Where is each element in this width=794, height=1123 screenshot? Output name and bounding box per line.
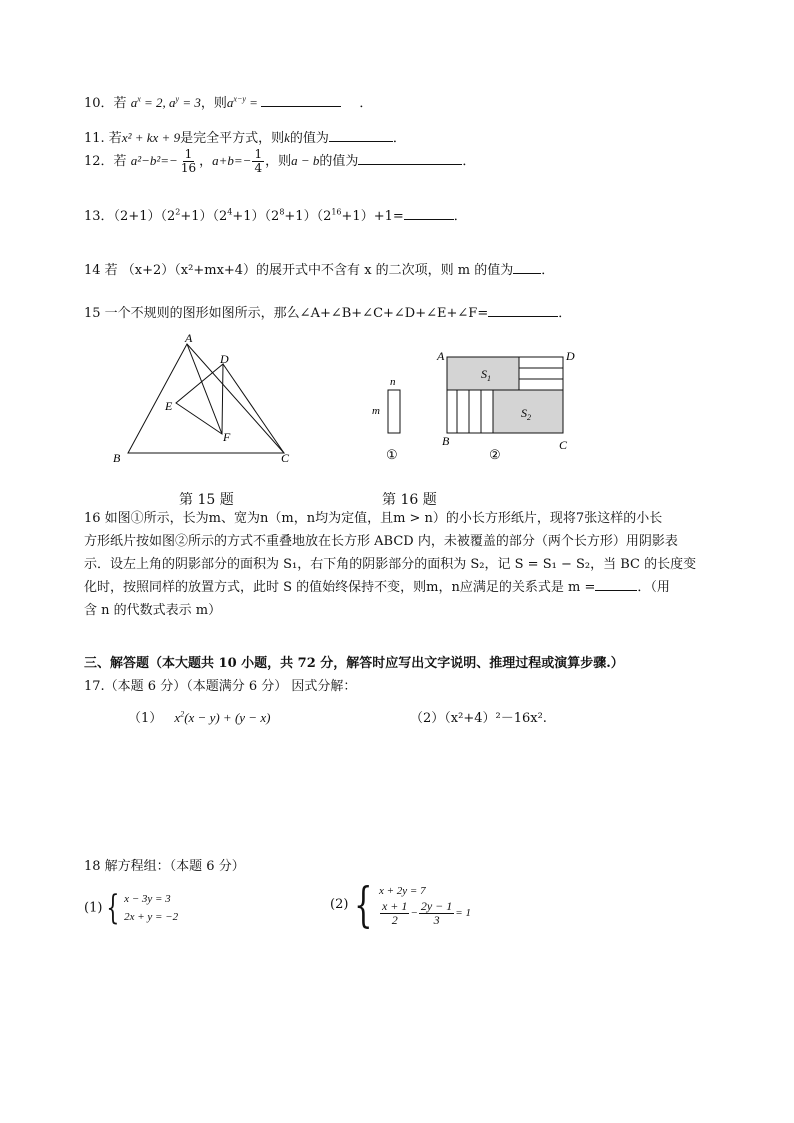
- q11-end: ．: [392, 131, 406, 146]
- q12-comma: ，: [199, 154, 213, 169]
- answer-blank[interactable]: [404, 207, 454, 220]
- svg-text:S1: $S_1$: [481, 367, 491, 383]
- q12-text-2: 的值为: [319, 154, 359, 169]
- triangle-def: [176, 364, 223, 434]
- svg-text:E: E: [165, 399, 173, 413]
- question-16: [84, 507, 724, 622]
- answer-blank[interactable]: [261, 94, 341, 107]
- svg-text:D: D: [566, 349, 575, 363]
- q14-end: ．: [541, 263, 555, 278]
- q15-text: 15 一个不规则的图形如图所示，那么∠A+∠B+∠C+∠D+∠E+∠F=: [84, 306, 489, 321]
- q12-prefix: 12．若: [84, 154, 127, 169]
- q11-formula: x² + kx + 9: [121, 130, 181, 145]
- svg-text:A: A: [185, 331, 193, 345]
- q10-end: ．: [359, 96, 373, 111]
- figure-label-2: ②: [489, 447, 501, 462]
- q11-var: k: [284, 130, 290, 145]
- question-14: [84, 259, 554, 278]
- q18-heading: 18 解方程组：（本题 6 分）: [84, 859, 245, 874]
- figure-16-abcd: [432, 345, 582, 470]
- q11-text: 是完全平方式，则: [180, 131, 285, 146]
- q16-line2: 方形纸片按如图②所示的方式不重叠地放在长方形 ABCD 内，未被覆盖的部分（两个长方形）用阴影表: [84, 534, 678, 549]
- q10-formula: $a^x = 2$, $a^y = 3$: [130, 94, 201, 110]
- fraction-1-4: $\frac{1}{4}$: [254, 147, 263, 175]
- q17-expr-1: $x^2(x - y) + (y - x)$: [174, 709, 271, 725]
- q13-end: ．: [453, 209, 467, 224]
- q18-system-1: (1) { x − 3y = 3 2x + y = −2: [84, 888, 179, 928]
- answer-blank[interactable]: [488, 304, 558, 317]
- triangle-abc: [128, 344, 284, 453]
- q12-text: ，则: [265, 154, 292, 169]
- figure-label-1: ①: [386, 447, 398, 462]
- question-13: [84, 205, 467, 224]
- system-2-equations: x + 2y = 7 $\frac{x + 1}{2}$ − $\frac{2y - 1}{3}$ = 1: [378, 885, 471, 927]
- svg-text:C: C: [559, 438, 568, 452]
- svg-text:m: m: [372, 405, 380, 417]
- answer-blank[interactable]: [513, 261, 541, 274]
- q17-part2: （2）（x²+4）²－16x².: [410, 711, 547, 726]
- q12-formula-1: a²−b²=−: [130, 153, 178, 168]
- svg-text:n: n: [390, 376, 396, 388]
- caption-fig-16: 第 16 题: [382, 492, 437, 508]
- q13-text: 13．$(2+1)(2^2+1)(2^4+1)(2^8+1)(2^{16}+1)+1=$: [84, 207, 404, 224]
- svg-text:C: C: [281, 451, 290, 465]
- q16-line3: 示．设左上角的阴影部分的面积为 S₁，右下角的阴影部分的面积为 S₂，记 S = S₁ − S₂，当 BC 的长度变: [84, 557, 697, 572]
- answer-blank[interactable]: [358, 152, 462, 165]
- figure-15-triangles: [108, 330, 298, 470]
- q12-formula-2: a+b=−: [212, 153, 252, 168]
- svg-text:B: B: [442, 434, 450, 448]
- answer-blank[interactable]: [595, 578, 637, 591]
- q10-mid: ，则: [200, 96, 227, 111]
- answer-blank[interactable]: [329, 129, 393, 142]
- system-1-equations: x − 3y = 3 2x + y = −2: [124, 893, 179, 923]
- question-12: [84, 148, 475, 175]
- q16-line4: 化时，按照同样的放置方式，此时 S 的值始终保持不变，则m，n应满足的关系式是 m = ．（用: [84, 580, 670, 595]
- q16-line5: 含 n 的代数式表示 m）: [84, 603, 222, 618]
- q12-end: ．: [462, 154, 476, 169]
- svg-text:B: B: [113, 451, 121, 465]
- section-3-title: 三、解答题（本大题共 10 小题，共 72 分，解答时应写出文字说明、推理过程或演算步骤.）: [84, 656, 624, 671]
- question-11: [84, 127, 406, 146]
- q12-expr: a − b: [291, 153, 320, 168]
- svg-text:F: F: [223, 430, 231, 444]
- q14-text: 14 若 （x+2）（x²+mx+4）的展开式中不含有 x 的二次项，则 m 的值为: [84, 263, 514, 278]
- shaded-s2: [493, 390, 563, 433]
- q17-heading: 17.（本题 6 分）（本题满分 6 分） 因式分解：: [84, 679, 357, 694]
- q15-end: ．: [558, 306, 572, 321]
- q11-text-end: 的值为: [289, 131, 329, 146]
- figure-16-small-rect: [366, 372, 416, 467]
- caption-fig-15: 第 15 题: [179, 492, 234, 508]
- q10-prefix: 10．若: [84, 96, 127, 111]
- question-15: [84, 302, 571, 321]
- question-10: [84, 92, 372, 111]
- fraction-1-16: $\frac{1}{16}$: [180, 147, 197, 175]
- q11-prefix: 11. 若: [84, 131, 122, 146]
- q17-part1: （1） $x^2(x - y) + (y - x)$: [128, 709, 271, 726]
- svg-text:A: A: [437, 349, 445, 363]
- q18-system-2: (2) { x + 2y = 7 $\frac{x + 1}{2}$ − $\frac{2y - 1}{3}$ = 1: [330, 876, 471, 933]
- q10-expr: $a^{x-y}$ =: [226, 94, 262, 110]
- svg-text:D: D: [220, 352, 229, 366]
- q16-line1: 16 如图①所示，长为m、宽为n（m，n均为定值，且m > n）的小长方形纸片，现将7张这样的小长: [84, 511, 663, 526]
- svg-text:S2: $S_2$: [521, 406, 531, 422]
